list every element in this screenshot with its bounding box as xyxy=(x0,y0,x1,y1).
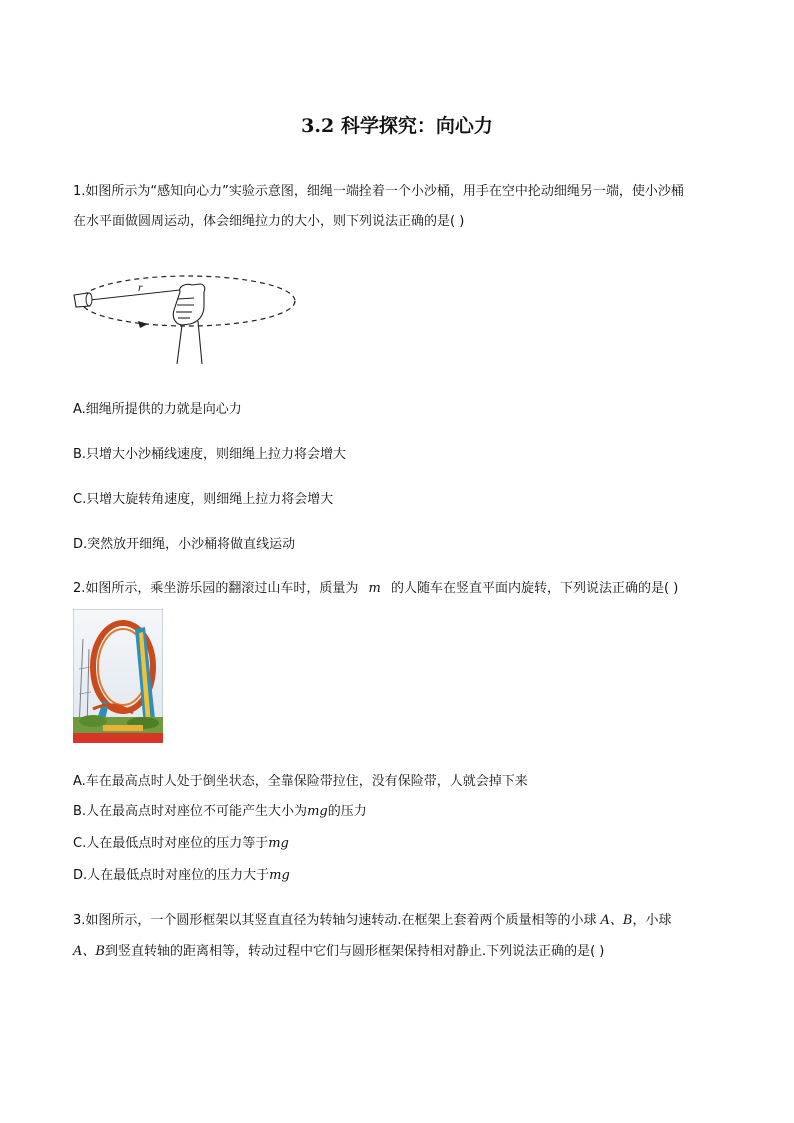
q1-option-d: D.突然放开细绳，小沙桶将做直线运动 xyxy=(73,537,296,552)
q2-option-b-symbol: mg xyxy=(307,804,328,819)
rope xyxy=(90,290,180,300)
q2-option-d-symbol: mg xyxy=(269,868,290,883)
q3-stem-line2-text: 到竖直转轴的距离相等，转动过程中它们与圆形框架保持相对静止.下列说法正确的是( ) xyxy=(104,944,605,959)
q2-stem-prefix: 2.如图所示，乘坐游乐园的翻滚过山车时，质量为 xyxy=(73,581,359,596)
q2-stem xyxy=(73,580,678,598)
q3-stem-line1-end: ，小球 xyxy=(632,913,672,928)
q2-option-b-prefix: B.人在最高点时对座位不可能产生大小为 xyxy=(73,804,308,819)
q2-mass-symbol: m xyxy=(368,581,381,596)
q1-figure-sandbucket xyxy=(70,272,305,372)
q3-stem-line1 xyxy=(73,912,672,930)
q3-stem-line2 xyxy=(73,943,604,961)
q2-option-a: A.车在最高点时人处于倒坐状态，全靠保险带拉住，没有保险带，人就会掉下来 xyxy=(73,774,528,789)
direction-arrow-icon xyxy=(138,321,148,328)
q3-line2-labels: A、B xyxy=(73,944,105,959)
hand-icon xyxy=(173,284,205,364)
q2-figure-rollercoaster-photo xyxy=(73,609,163,743)
q1-option-c: C.只增大旋转角速度，则细绳上拉力将会增大 xyxy=(73,492,334,507)
q1-option-b: B.只增大小沙桶线速度，则细绳上拉力将会增大 xyxy=(73,447,347,462)
sand-bucket-icon xyxy=(74,293,92,307)
q2-stem-suffix: 的人随车在竖直平面内旋转，下列说法正确的是( ) xyxy=(391,581,679,596)
q2-option-c xyxy=(73,835,289,853)
q2-option-c-prefix: C.人在最低点时对座位的压力等于 xyxy=(73,836,269,851)
q1-stem-line1: 1.如图所示为“感知向心力”实验示意图，细绳一端拴着一个小沙桶，用手在空中抡动细绳另一端，使小沙桶 xyxy=(73,184,684,199)
q2-option-b-suffix: 的压力 xyxy=(327,804,367,819)
q3-ball-labels: A、B xyxy=(600,913,633,928)
q2-option-c-symbol: mg xyxy=(268,836,289,851)
page-title: 3.2 科学探究：向心力 xyxy=(301,115,493,137)
q1-stem-line2: 在水平面做圆周运动，体会细绳拉力的大小，则下列说法正确的是( ) xyxy=(73,214,465,229)
radius-label: r xyxy=(138,280,143,294)
q3-stem-line1-text: 3.如图所示，一个圆形框架以其竖直直径为转轴匀速转动.在框架上套着两个质量相等的小球 xyxy=(73,913,597,928)
q1-option-a: A.细绳所提供的力就是向心力 xyxy=(73,402,242,417)
q2-option-b xyxy=(73,803,367,821)
q2-option-d xyxy=(73,867,290,885)
q2-option-d-prefix: D.人在最低点时对座位的压力大于 xyxy=(73,868,270,883)
